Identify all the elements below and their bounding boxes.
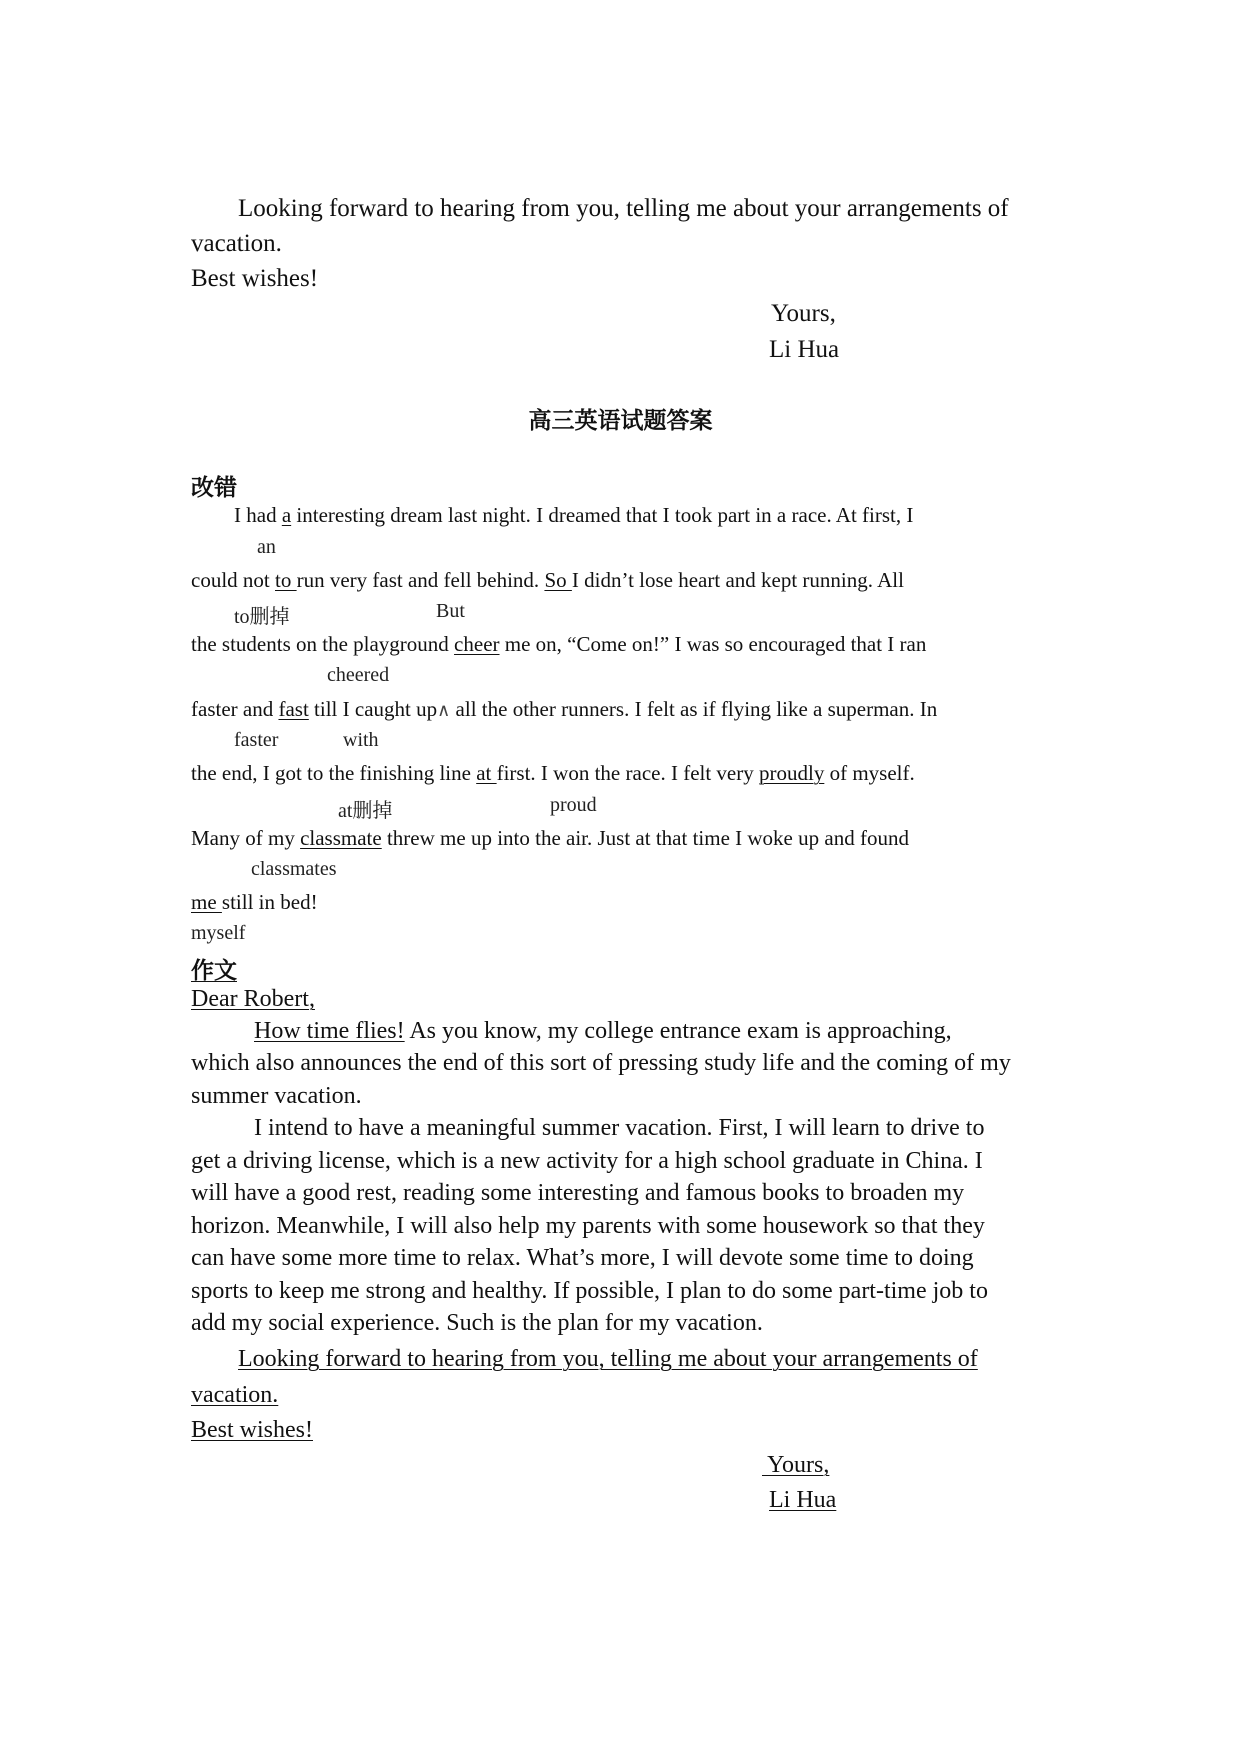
error-word: fast — [278, 697, 309, 721]
essay-p2-line-6: sports to keep me strong and healthy. If possible, I plan to do some part-time job to — [191, 1278, 988, 1304]
fix-but: But — [436, 600, 465, 622]
correction-line-5: the end, I got to the finishing line at first. I won the race. I felt very proudly of myself. — [191, 761, 915, 785]
essay-salutation: Dear Robert, — [191, 986, 315, 1012]
correction-line-6: Many of my classmate threw me up into the air. Just at that time I woke up and found — [191, 826, 909, 850]
essay-p2-line-5: can have some more time to relax. What’s more, I will devote some time to doing — [191, 1245, 974, 1271]
error-word: me — [191, 890, 222, 914]
essay-closing: Best wishes! — [191, 1417, 313, 1443]
fix-classmates: classmates — [251, 858, 337, 880]
fix-cheered: cheered — [327, 664, 390, 686]
error-word: to — [275, 568, 297, 592]
error-word: at — [476, 761, 497, 785]
error-word: a — [281, 503, 292, 527]
correction-line-4: faster and fast till I caught up∧ all the other runners. I felt as if flying like a superman. In — [191, 697, 938, 721]
fix-with: with — [343, 729, 379, 751]
error-word: classmate — [300, 826, 382, 850]
fix-myself: myself — [191, 922, 246, 944]
essay-p1-line-2: which also announces the end of this sort of pressing study life and the coming of my — [191, 1050, 1011, 1076]
correction-line-1: I had a interesting dream last night. I dreamed that I took part in a race. At first, I — [234, 503, 914, 527]
top-letter-closing: Best wishes! — [191, 265, 319, 292]
highlight-phrase: How time flies! — [254, 1018, 405, 1044]
essay-p3-line-1: Looking forward to hearing from you, telling me about your arrangements of — [238, 1346, 978, 1372]
error-word: So — [544, 568, 572, 592]
correction-line-3: the students on the playground cheer me on, “Come on!” I was so encouraged that I ran — [191, 632, 927, 656]
fix-proud: proud — [550, 794, 597, 816]
fix-at-delete: at删掉 — [338, 800, 393, 822]
top-letter-line-2: vacation. — [191, 230, 282, 257]
essay-p2-line-1: I intend to have a meaningful summer vacation. First, I will learn to drive to — [254, 1115, 985, 1141]
top-letter-sign-name: Li Hua — [769, 336, 840, 363]
top-letter-sign-yours: Yours, — [771, 300, 836, 327]
correction-line-2: could not to run very fast and fell behind. So I didn’t lose heart and kept running. All — [191, 568, 904, 592]
error-word: cheer — [454, 632, 500, 656]
essay-p1-line-3: summer vacation. — [191, 1083, 362, 1109]
essay-p2-line-2: get a driving license, which is a new activity for a high school graduate in China. I — [191, 1148, 983, 1174]
essay-p2-line-4: horizon. Meanwhile, I will also help my parents with some housework so that they — [191, 1213, 985, 1239]
fix-an: an — [257, 536, 276, 558]
fix-to-delete: to删掉 — [234, 606, 290, 628]
fix-faster: faster — [234, 729, 279, 751]
error-word: proudly — [759, 761, 825, 785]
correction-line-7: me still in bed! — [191, 890, 318, 914]
essay-heading: 作文 — [191, 958, 237, 984]
essay-p1-line-1: How time flies! As you know, my college entrance exam is approaching, — [254, 1018, 952, 1044]
insert-caret-icon: ∧ — [437, 700, 451, 721]
essay-p2-line-7: add my social experience. Such is the plan for my vacation. — [191, 1310, 763, 1336]
essay-sign-name: Li Hua — [769, 1487, 837, 1513]
answer-title: 高三英语试题答案 — [528, 408, 713, 434]
essay-p3-line-2: vacation. — [191, 1382, 279, 1408]
essay-sign-yours: Yours, — [762, 1452, 830, 1478]
top-letter-line-1: Looking forward to hearing from you, telling me about your arrangements of — [238, 195, 1009, 222]
essay-p2-line-3: will have a good rest, reading some interesting and famous books to broaden my — [191, 1180, 965, 1206]
correction-heading: 改错 — [191, 475, 237, 501]
